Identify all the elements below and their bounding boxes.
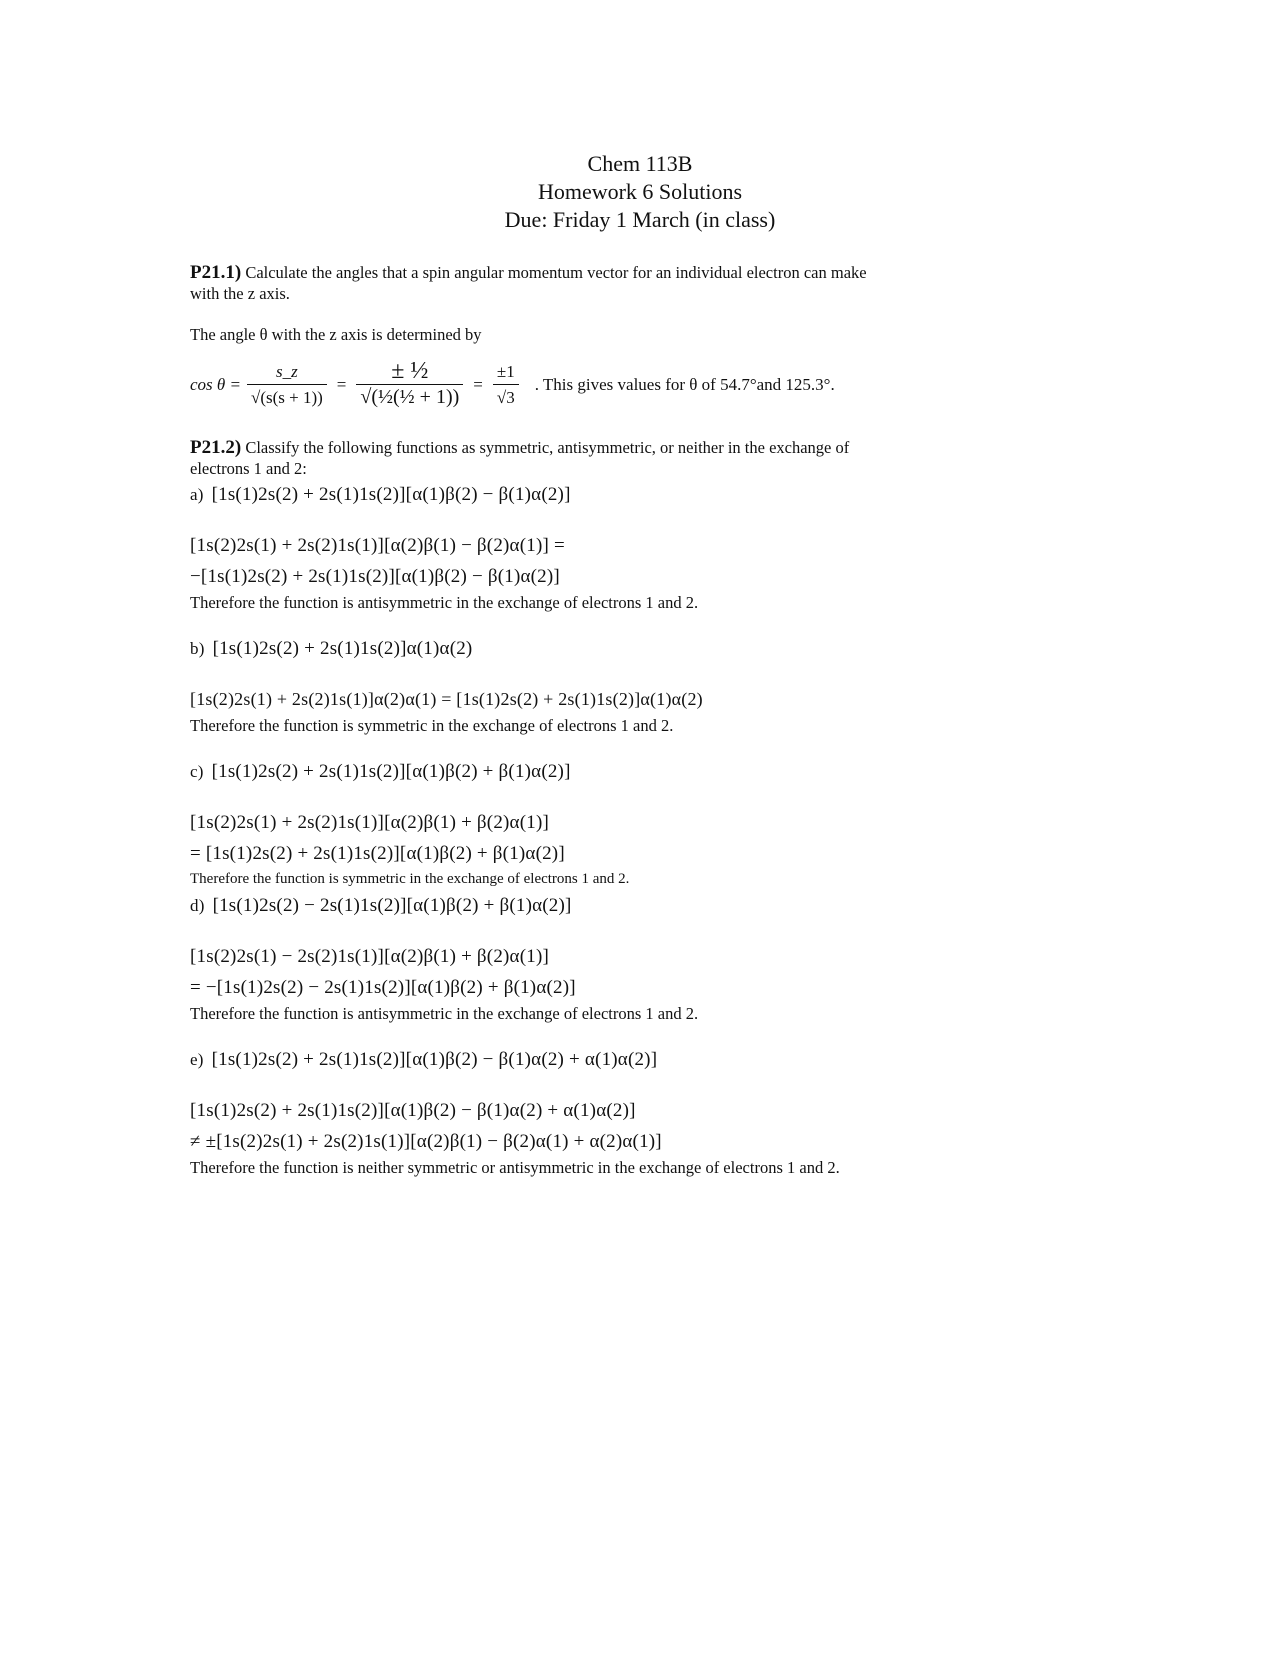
problem-label: P21.2) [190, 437, 242, 458]
part-c-function [190, 756, 890, 787]
part-label: e) [190, 1050, 204, 1069]
problem-21-2-question [190, 437, 890, 479]
fraction-numerator: s_z [276, 361, 298, 381]
part-c-exchange-line-1: [1s(2)2s(1) + 2s(2)1s(1)][α(2)β(1) + β(2)α(1)] [190, 812, 549, 833]
function-expression: [1s(1)2s(2) + 2s(1)1s(2)][α(1)β(2) − β(1)α(2)] [211, 484, 571, 505]
part-e-conclusion: Therefore the function is neither symmetric or antisymmetric in the exchange of electrons 1 and 2. [190, 1158, 840, 1177]
function-expression: [1s(1)2s(2) + 2s(1)1s(2)][α(1)β(2) − β(1)α(2) + α(1)α(2)] [211, 1049, 658, 1070]
angle-conclusion: . This gives values for θ of 54.7°and 125.3°. [534, 374, 835, 394]
equals-sign: = [473, 374, 483, 394]
problem-label: P21.1) [190, 262, 242, 283]
part-d-exchange-line-2: = −[1s(1)2s(2) − 2s(1)1s(2)][α(1)β(2) + β(1)α(2)] [190, 977, 576, 998]
problem-21-2 [190, 437, 890, 1178]
problem-21-1-question [190, 262, 890, 304]
fraction-denominator: √(½(½ + 1)) [356, 384, 463, 408]
angle-intro: The angle θ with the z axis is determined by [190, 325, 482, 344]
fraction-numerator: ±1 [496, 361, 515, 381]
fraction-denominator: √3 [493, 384, 519, 408]
part-b-function [190, 633, 890, 664]
function-expression: [1s(1)2s(2) − 2s(1)1s(2)][α(1)β(2) + β(1)α(2)] [212, 895, 572, 916]
part-a-function [190, 479, 890, 510]
part-d-function [190, 890, 890, 921]
part-b-conclusion: Therefore the function is symmetric in the exchange of electrons 1 and 2. [190, 716, 674, 735]
question-text: Classify the following functions as symmetric, antisymmetric, or neither in the exchange of electrons 1 and 2: [190, 438, 850, 478]
document-header [0, 150, 1280, 234]
part-label: c) [190, 762, 204, 781]
fraction-half [356, 357, 463, 408]
due-date: Due: Friday 1 March (in class) [504, 207, 776, 232]
equals-sign: = [336, 374, 347, 394]
part-label: b) [190, 639, 205, 658]
part-b-exchange-line-1: [1s(2)2s(1) + 2s(2)1s(1)]α(2)α(1) = [1s(1)2s(2) + 2s(1)1s(2)]α(1)α(2) [190, 689, 703, 709]
fraction-root3 [493, 361, 519, 408]
part-c-exchange-line-2: = [1s(1)2s(2) + 2s(1)1s(2)][α(1)β(2) + β(1)α(2)] [190, 843, 565, 864]
document-body [190, 262, 890, 1178]
problem-21-1 [190, 262, 890, 423]
part-e-function [190, 1044, 890, 1075]
part-a-conclusion: Therefore the function is antisymmetric in the exchange of electrons 1 and 2. [190, 593, 699, 612]
cos-theta-lhs: cos θ = [190, 374, 241, 394]
fraction-denominator: √(s(s + 1)) [247, 384, 327, 408]
function-expression: [1s(1)2s(2) + 2s(1)1s(2)]α(1)α(2) [212, 638, 473, 659]
function-expression: [1s(1)2s(2) + 2s(1)1s(2)][α(1)β(2) + β(1)α(2)] [211, 761, 571, 782]
fraction-sz [247, 361, 327, 408]
part-e-exchange-line-2: ≠ ±[1s(2)2s(1) + 2s(2)1s(1)][α(2)β(1) − β(2)α(1) + α(2)α(1)] [190, 1131, 662, 1152]
part-d-conclusion: Therefore the function is antisymmetric in the exchange of electrons 1 and 2. [190, 1004, 699, 1023]
homework-title: Homework 6 Solutions [537, 179, 743, 204]
part-a-exchange-line-2: −[1s(1)2s(2) + 2s(1)1s(2)][α(1)β(2) − β(1)α(2)] [190, 566, 560, 587]
part-d-exchange-line-1: [1s(2)2s(1) − 2s(2)1s(1)][α(2)β(1) + β(2)α(1)] [190, 946, 549, 967]
part-e-exchange-line-1: [1s(1)2s(2) + 2s(1)1s(2)][α(1)β(2) − β(1)α(2) + α(1)α(2)] [190, 1100, 636, 1121]
cos-theta-equation [190, 345, 890, 423]
part-label: a) [190, 485, 204, 504]
fraction-numerator: ± ½ [391, 357, 429, 384]
question-text: Calculate the angles that a spin angular momentum vector for an individual electron can make with the z axis. [190, 263, 867, 303]
part-c-conclusion: Therefore the function is symmetric in the exchange of electrons 1 and 2. [190, 871, 630, 887]
course-title: Chem 113B [587, 151, 693, 176]
part-label: d) [190, 896, 205, 915]
part-a-exchange-line-1: [1s(2)2s(1) + 2s(2)1s(1)][α(2)β(1) − β(2)α(1)] = [190, 535, 565, 556]
